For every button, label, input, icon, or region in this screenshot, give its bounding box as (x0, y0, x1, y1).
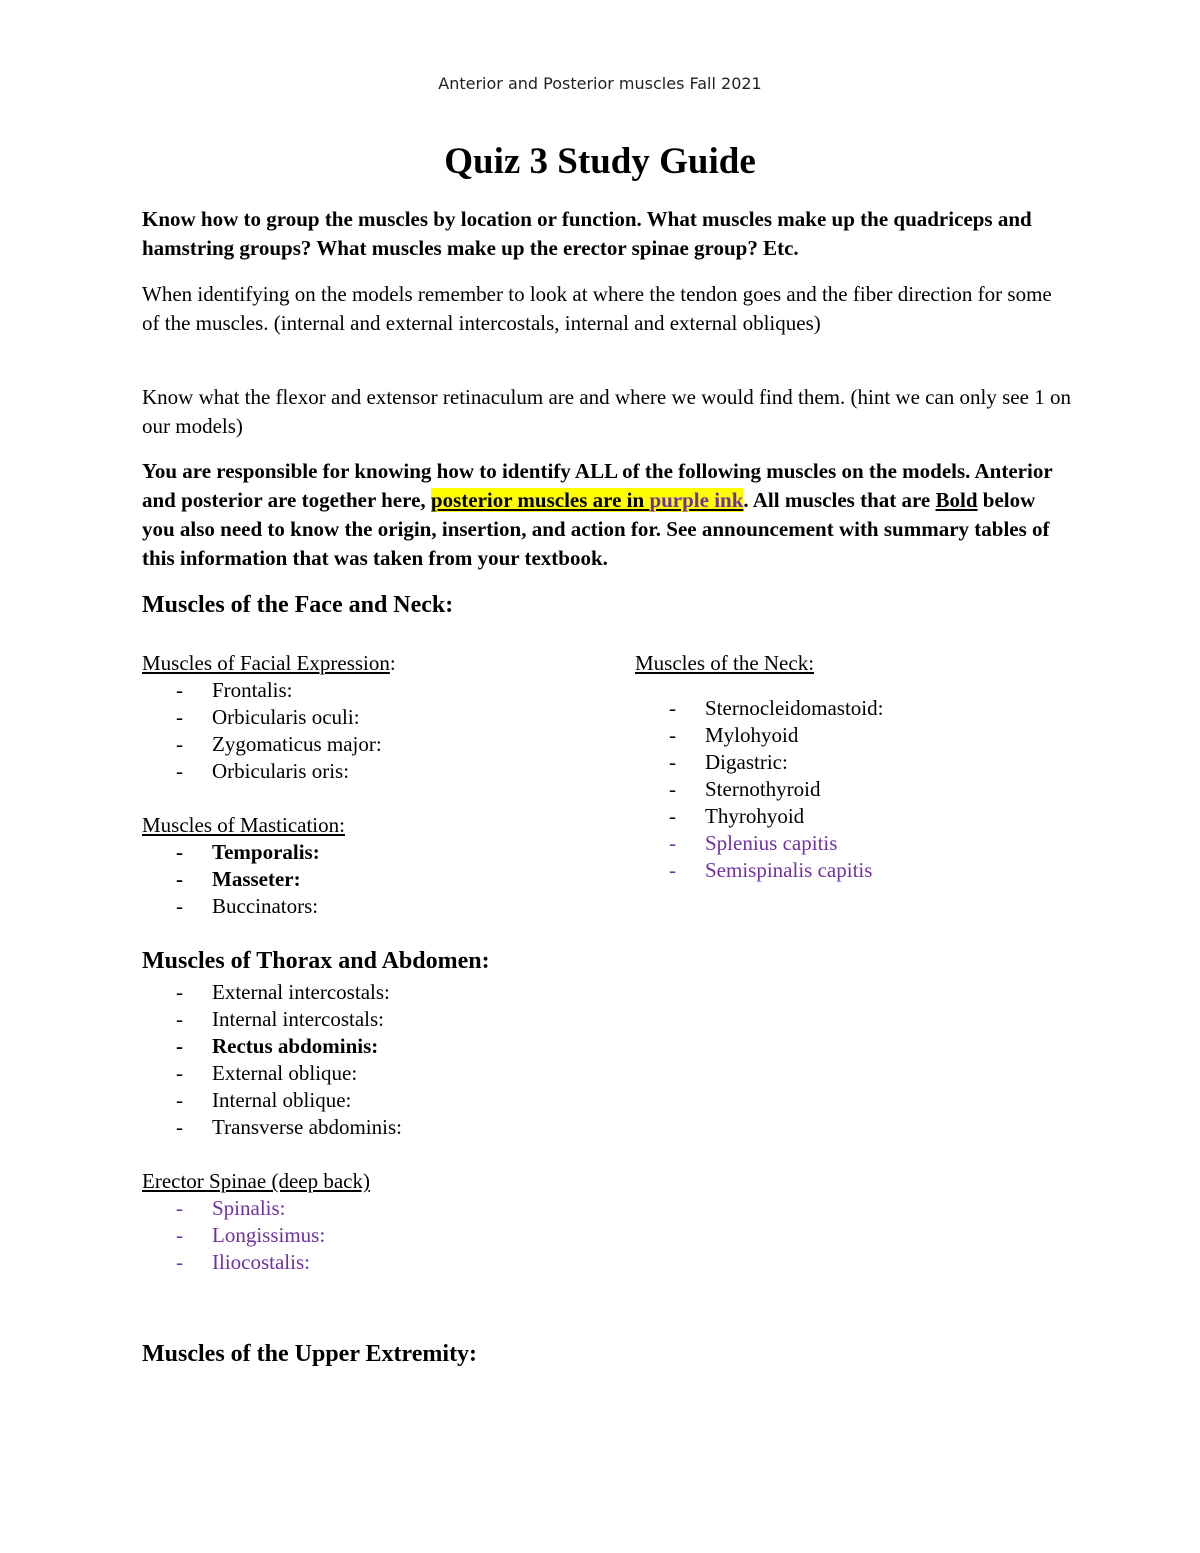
list-item: - Temporalis: (176, 840, 320, 864)
list-item: - Rectus abdominis: (176, 1034, 379, 1058)
list-item: - Orbicularis oris: (176, 759, 350, 783)
list-item: - Sternocleidomastoid: (669, 696, 884, 720)
thorax-abdomen-heading: Muscles of Thorax and Abdomen: (142, 948, 490, 974)
list-item: - Zygomaticus major: (176, 732, 382, 756)
facial-expression-list (142, 677, 382, 785)
retinaculum-paragraph: Know what the flexor and extensor retinaculum are and where we would find them. (hint we can only see 1 on our models) (142, 385, 1071, 438)
bold-word: Bold (935, 488, 978, 512)
mastication-list (142, 839, 320, 920)
page-title: Quiz 3 Study Guide (444, 141, 756, 182)
facial-expression-label (142, 650, 396, 677)
list-item: - Internal intercostals: (176, 1007, 385, 1031)
list-item: - Frontalis: (176, 678, 293, 702)
identifying-paragraph: When identifying on the models remember to look at where the tendon goes and the fiber direction for some of the muscles. (internal and external intercostals, internal and external obliques) (142, 282, 1052, 335)
list-item: - Buccinators: (176, 894, 319, 918)
responsible-text-1: You are responsible for knowing how to identify ALL of the following muscles on the models. Anterior and posterior are together here, (142, 459, 1053, 512)
intro-paragraph: Know how to group the muscles by location or function. What muscles make up the quadriceps and hamstring groups? What muscles make up the erector spinae group? Etc. (142, 207, 1032, 260)
list-item: - External intercostals: (176, 980, 390, 1004)
facial-expression-label-text: Muscles of Facial Expression (142, 651, 390, 675)
list-item: - Sternothyroid (669, 777, 821, 801)
face-neck-heading: Muscles of the Face and Neck: (142, 592, 454, 618)
responsible-text-2: . All muscles that are (743, 488, 936, 512)
list-item: - Semispinalis capitis (669, 858, 873, 882)
list-item: - Iliocostalis: (176, 1250, 310, 1274)
responsible-paragraph (142, 457, 1072, 573)
list-item: - Mylohyoid (669, 723, 799, 747)
list-item: - Masseter: (176, 867, 301, 891)
erector-spinae-label: Erector Spinae (deep back) (142, 1169, 370, 1193)
neck-label: Muscles of the Neck: (635, 651, 815, 675)
responsible-text-3: below you also need to know the origin, insertion, and action for. See announcement with summary tables of this information that was taken from your textbook. (142, 488, 1050, 570)
upper-extremity-heading: Muscles of the Upper Extremity: (142, 1341, 478, 1367)
list-item: - Orbicularis oculi: (176, 705, 360, 729)
erector-spinae-list (142, 1195, 325, 1276)
list-item: - External oblique: (176, 1061, 358, 1085)
list-item: - Thyrohyoid (669, 804, 805, 828)
list-item: - Longissimus: (176, 1223, 326, 1247)
neck-list (635, 695, 883, 884)
mastication-label: Muscles of Mastication: (142, 813, 345, 837)
posterior-note-highlight (431, 488, 744, 512)
list-item: - Internal oblique: (176, 1088, 352, 1112)
list-item: - Spinalis: (176, 1196, 286, 1220)
list-item: - Splenius capitis (669, 831, 838, 855)
thorax-abdomen-list (142, 979, 402, 1141)
facial-expression-colon: : (389, 651, 396, 675)
page-header: Anterior and Posterior muscles Fall 2021 (438, 74, 762, 93)
purple-ink-text: purple ink (649, 488, 744, 512)
list-item: - Transverse abdominis: (176, 1115, 402, 1139)
posterior-note-text: posterior muscles are in (430, 488, 650, 512)
list-item: - Digastric: (669, 750, 788, 774)
